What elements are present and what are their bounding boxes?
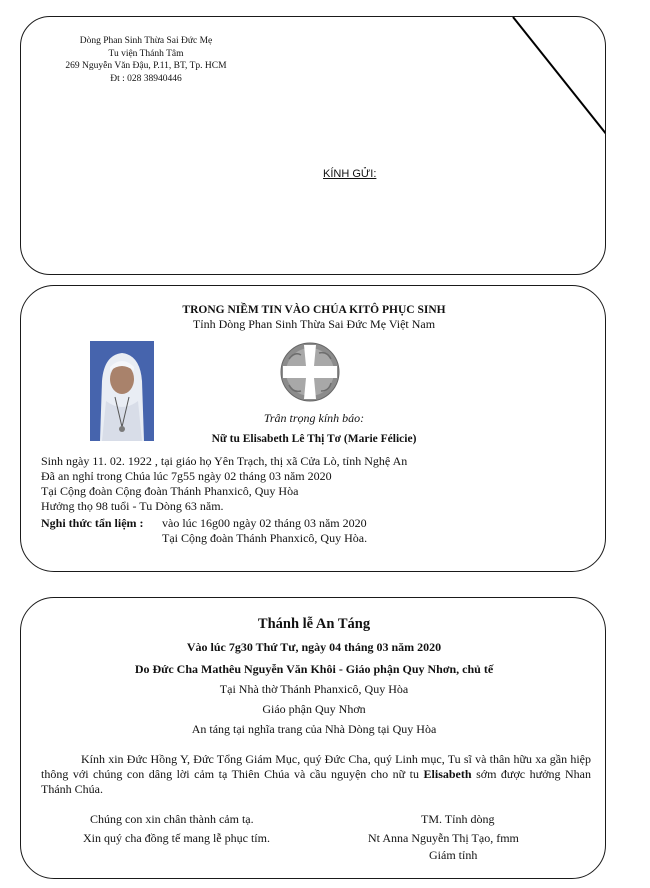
- birth-info: Sinh ngày 11. 02. 1922 , tại giáo họ Yên Trạch, thị xã Cửa Lò, tỉnh Nghệ An: [41, 454, 408, 468]
- sign-for: TM. Tỉnh dòng: [421, 812, 495, 826]
- mass-title: Thánh lễ An Táng: [257, 616, 371, 632]
- announcement-subheading: Tỉnh Dòng Phan Sinh Thừa Sai Đức Mẹ Việt Nam: [192, 317, 436, 331]
- death-info: Đã an nghỉ trong Chúa lúc 7g55 ngày 02 tháng 03 năm 2020: [41, 469, 332, 483]
- death-place: Tại Cộng đoàn Cộng đoàn Thánh Phanxicô, Quy Hòa: [41, 484, 299, 498]
- sender-line-1: Dòng Phan Sinh Thừa Sai Đức Mẹ: [79, 36, 213, 46]
- sender-line-4: Đt : 028 38940446: [110, 73, 182, 84]
- invitation-paragraph: [41, 752, 591, 797]
- paragraph-text-1: Kính xin Đức Hồng Y, Đức Tổng Giám Mục, quý Đức Cha, quý Linh mục, Tu sĩ và thân hữu xa gần hiệp thông với chúng con dâng lời cảm tạ Thiên Chúa và cầu nguyện cho nữ tu: [41, 752, 591, 781]
- mass-burial: An táng tại nghĩa trang của Nhà Dòng tại Quy Hòa: [191, 722, 437, 736]
- thanks-line: Chúng con xin chân thành cảm tạ.: [90, 812, 254, 826]
- sender-line-3: 269 Nguyễn Văn Đậu, P.11, BT, Tp. HCM: [65, 61, 227, 71]
- portrait-icon: [90, 341, 154, 441]
- paragraph-text-2: sớm được hưởng Nhan Thánh Chúa.: [41, 767, 591, 796]
- mass-church: Tại Nhà thờ Thánh Phanxicô, Quy Hòa: [219, 682, 409, 696]
- cross-emblem: [279, 341, 341, 403]
- sender-line-2: Tu viện Thánh Tâm: [108, 48, 184, 59]
- recipient-label: KÍNH GỬI:: [323, 168, 377, 180]
- mass-time: Vào lúc 7g30 Thứ Tư, ngày 04 tháng 03 năm 2020: [186, 640, 442, 654]
- vestments-note: Xin quý cha đồng tế mang lễ phục tím.: [83, 831, 270, 845]
- paragraph-name: Elisabeth: [423, 767, 472, 781]
- sender-address: [41, 35, 251, 85]
- age-info: Hưởng thọ 98 tuổi - Tu Dòng 63 năm.: [41, 499, 224, 513]
- greeting: Trân trọng kính báo:: [263, 411, 365, 425]
- vigil-label: Nghi thức tẩn liệm :: [41, 516, 144, 530]
- announcement-card: [20, 285, 606, 572]
- envelope-card: [20, 16, 606, 275]
- mass-diocese: Giáo phận Quy Nhơn: [262, 702, 366, 716]
- deceased-name: Nữ tu Elisabeth Lê Thị Tơ (Marie Félicie): [211, 433, 417, 445]
- vigil-place: Tại Cộng đoàn Thánh Phanxicô, Quy Hòa.: [162, 531, 368, 545]
- mass-celebrant: Do Đức Cha Mathêu Nguyễn Văn Khôi - Giáo phận Quy Nhơn, chủ tế: [134, 662, 494, 676]
- signer-name: Nt Anna Nguyễn Thị Tạo, fmm: [368, 831, 519, 845]
- cross-icon: [279, 341, 341, 403]
- portrait-photo: [90, 341, 154, 441]
- announcement-heading: TRONG NIỀM TIN VÀO CHÚA KITÔ PHỤC SINH: [182, 304, 446, 316]
- funeral-mass-card: [20, 597, 606, 879]
- vigil-time: vào lúc 16g00 ngày 02 tháng 03 năm 2020: [162, 516, 367, 530]
- signer-title: Giám tỉnh: [429, 848, 478, 862]
